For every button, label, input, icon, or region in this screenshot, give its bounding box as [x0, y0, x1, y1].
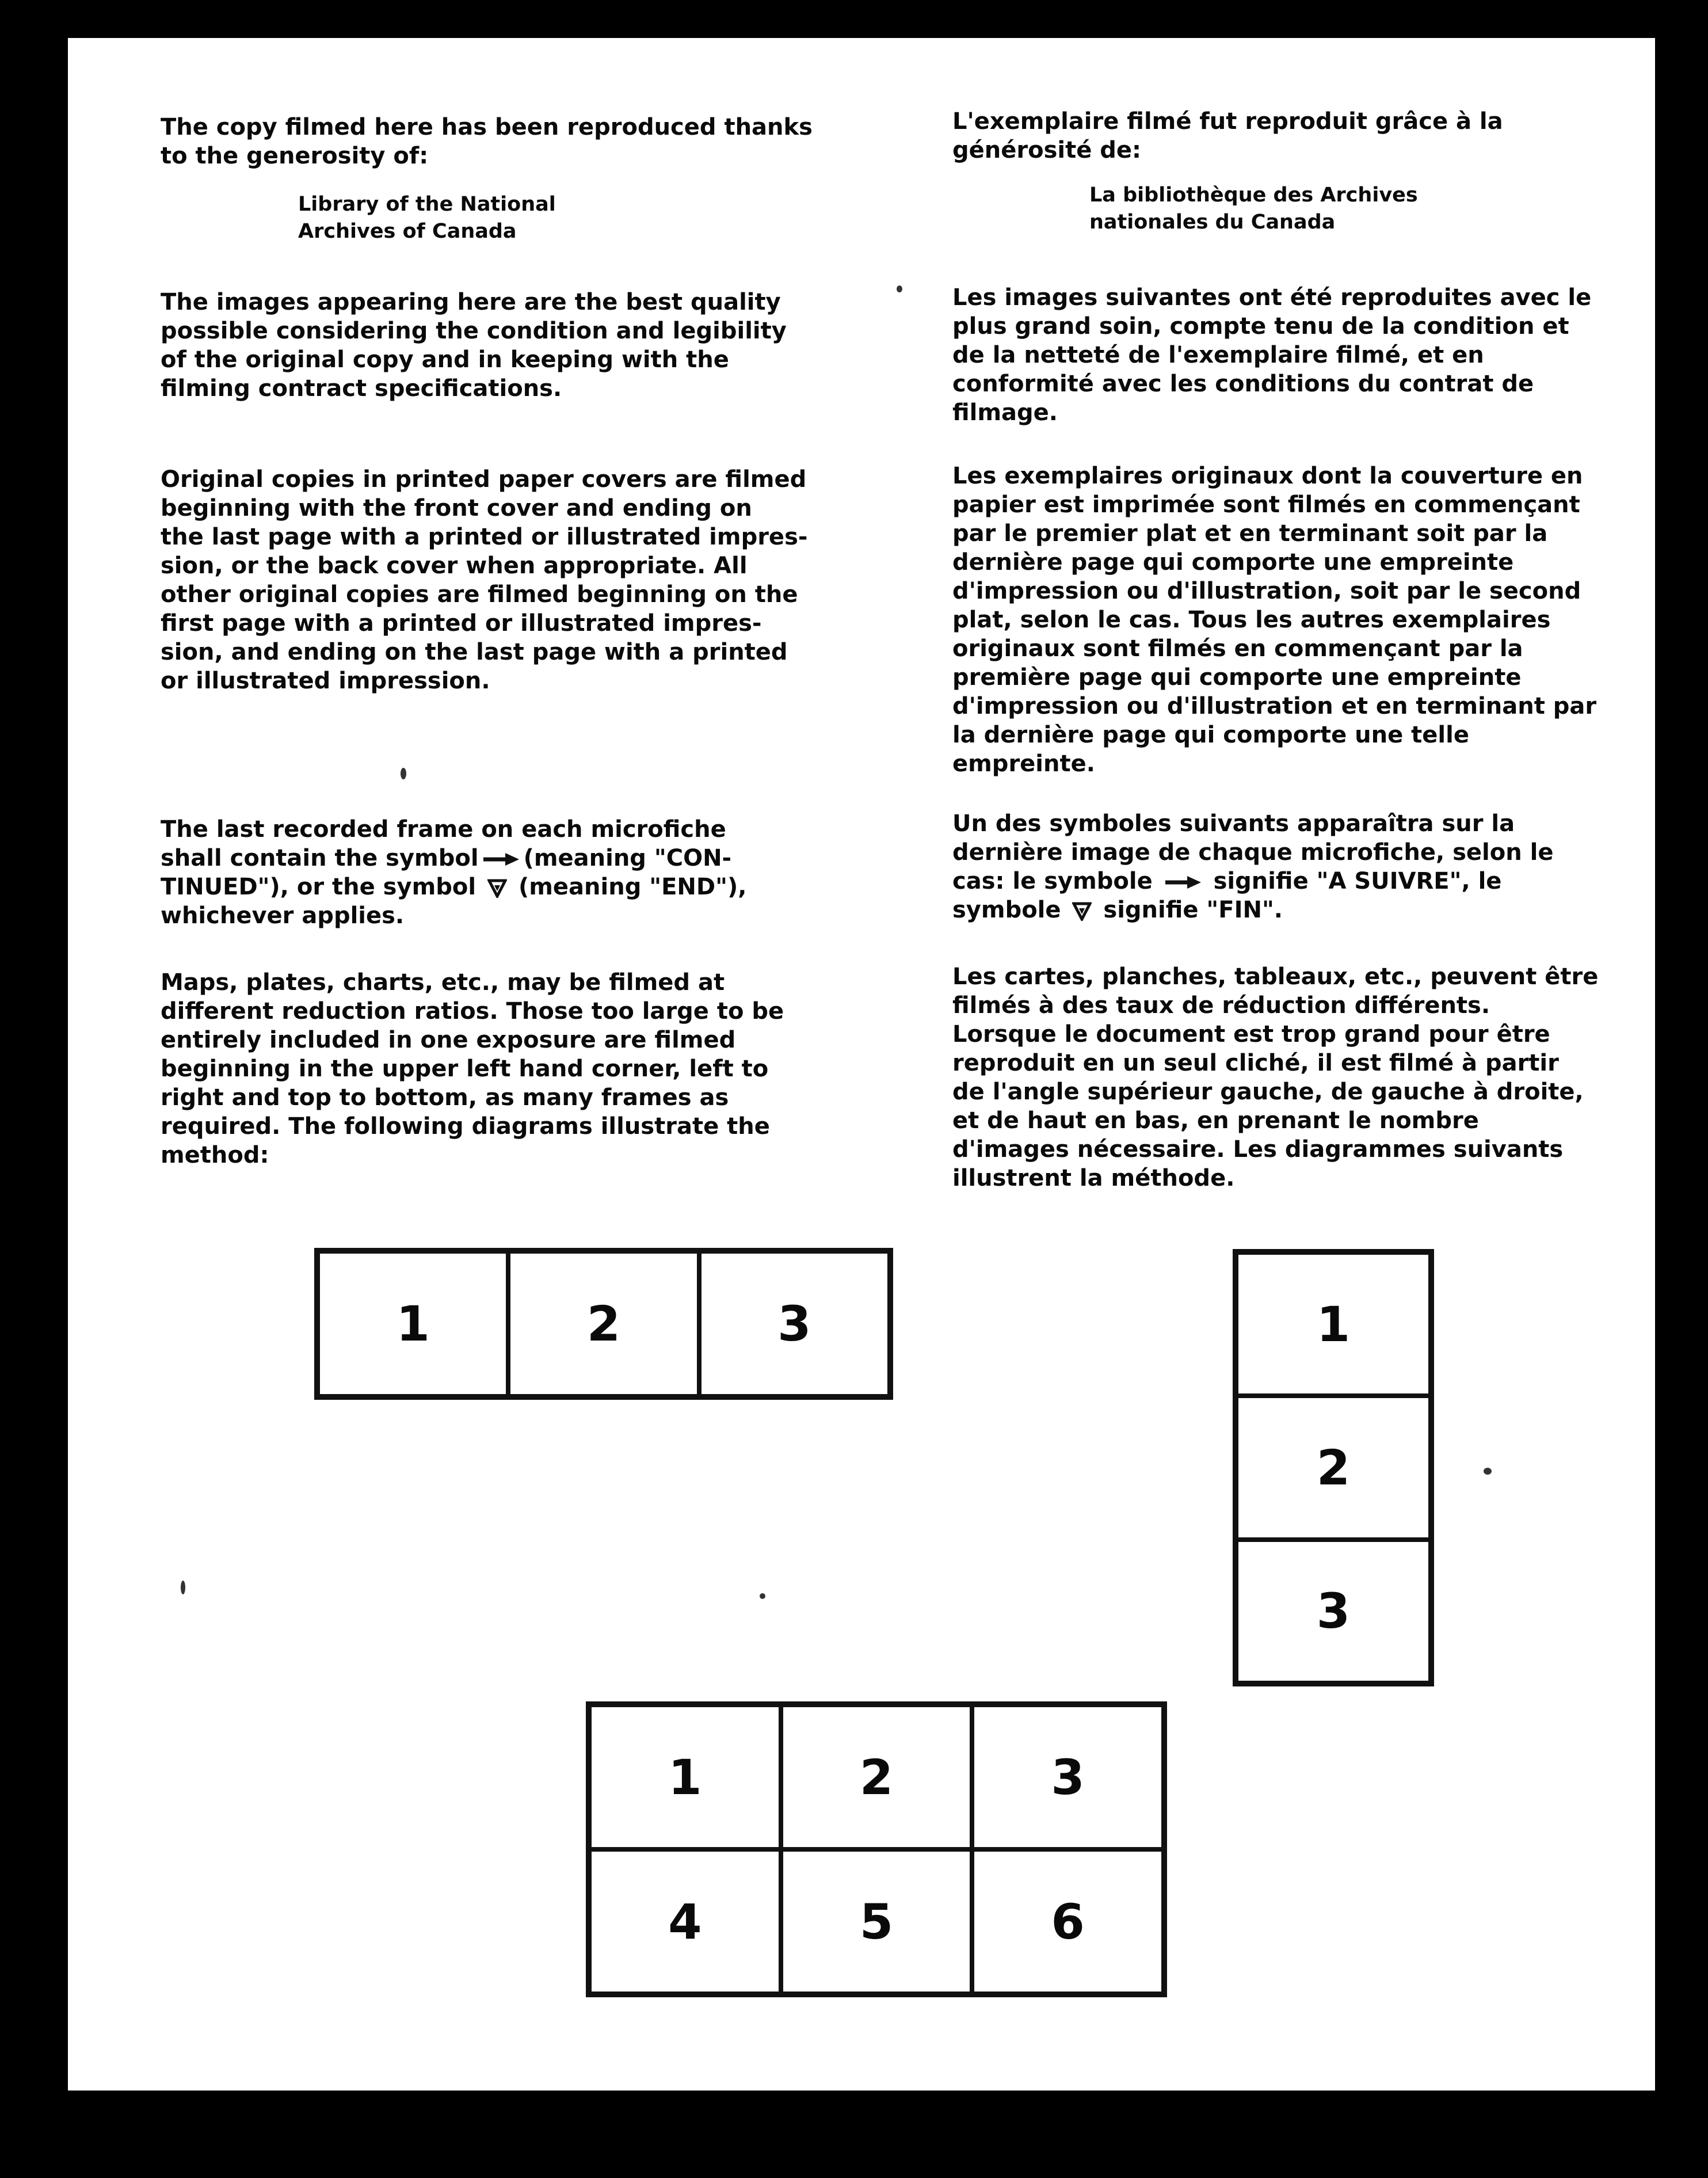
english-symbols-part-c: (meaning "END"), whichever applies.: [161, 874, 747, 929]
english-quality-text: The images appearing here are the best quality possible considering the condition and legibility of the original copy and in keeping with the filming contract specifications.: [161, 289, 787, 402]
english-originals-paragraph: [161, 465, 886, 695]
scan-speck: [401, 768, 406, 779]
french-symbols-paragraph: [952, 809, 1620, 924]
frame-cell: 1: [1236, 1252, 1431, 1396]
english-maps-text: Maps, plates, charts, etc., may be filmed at different reduction ratios. Those too large to be entirely included in one exposure are filmed beginning in the upper left hand corner, left to right and top to bottom, as many frames as required. The following diagrams illustrate the method:: [161, 969, 784, 1168]
french-symbols-part-a: Un des symboles suivants apparaîtra sur la dernière image de chaque microfiche, selon le cas: le symbole: [952, 810, 1554, 894]
french-quality-paragraph: [952, 283, 1620, 427]
english-symbols-part-b: (meaning "CON- TINUED"), or the symbol: [161, 845, 732, 900]
frame-cell: 3: [972, 1705, 1164, 1849]
french-quality-text: Les images suivantes ont été reproduites avec le plus grand soin, compte tenu de la condition et de la netteté de l'exemplaire filmé, et en conformité avec les conditions du contrat de filmage.: [952, 284, 1592, 426]
frame-cell: 1: [318, 1251, 508, 1396]
vertical-frames-diagram: [1233, 1249, 1434, 1686]
french-attribution-text: La bibliothèque des Archives nationales du Canada: [1089, 184, 1418, 234]
frame-cell: 4: [589, 1849, 781, 1994]
english-intro-text: The copy filmed here has been reproduced thanks to the generosity of:: [161, 114, 813, 169]
french-symbols-part-c: signifie "FIN".: [1103, 897, 1283, 923]
triangle-down-icon: [1072, 901, 1092, 921]
microfiche-target-page: [68, 38, 1655, 2091]
french-originals-paragraph: [952, 462, 1620, 778]
english-intro: [161, 113, 886, 170]
english-symbols-text: [161, 815, 886, 930]
frame-cell: 2: [1236, 1396, 1431, 1539]
french-originals-text: Les exemplaires originaux dont la couverture en papier est imprimée sont filmés en commençant par le premier plat et en terminant soit par la dernière page qui comporte une empreinte d'impression ou d'illustration, soit par le second plat, selon le cas. Tous les autres exemplaires originaux sont filmés en commençant par la première page qui comporte une empreinte d'impression ou d'illustration et en terminant par la dernière page qui comporte une telle empreinte.: [952, 463, 1597, 777]
scan-speck: [897, 285, 902, 292]
scan-speck: [760, 1593, 765, 1599]
scan-speck: [1484, 1468, 1492, 1475]
frame-cell: 2: [508, 1251, 699, 1396]
english-symbols-paragraph: [161, 815, 886, 930]
french-maps-paragraph: [952, 962, 1620, 1193]
arrow-right-icon: [482, 852, 520, 867]
frame-cell: 5: [781, 1849, 973, 1994]
english-symbols-part-a: The last recorded frame on each microfiche shall contain the symbol: [161, 816, 726, 871]
scan-speck: [181, 1581, 185, 1594]
horizontal-frames-diagram: [314, 1248, 893, 1400]
french-maps-text: Les cartes, planches, tableaux, etc., peuvent être filmés à des taux de réduction différents. Lorsque le document est trop grand pour être reproduit en un seul cliché, il est filmé à partir de l'angle supérieur gauche, de gauche à droite, et de haut en bas, en prenant le nombre d'images nécessaire. Les diagrammes suivants illustrent la méthode.: [952, 964, 1599, 1191]
french-intro-text: L'exemplaire filmé fut reproduit grâce à la générosité de:: [952, 108, 1503, 163]
english-maps-paragraph: [161, 968, 886, 1170]
french-intro: [952, 107, 1620, 165]
grid-frames-diagram: [586, 1701, 1167, 1997]
frame-cell: 3: [699, 1251, 890, 1396]
arrow-right-icon: [1164, 875, 1202, 890]
english-attribution: [298, 191, 643, 245]
english-originals-text: Original copies in printed paper covers are filmed beginning with the front cover and ending on the last page with a printed or illustrated impres- sion, or the back cover when appropriate. All other original copies are filmed beginning on the first page with a printed or illustrated impres- sion, and ending on the last page with a printed or illustrated impression.: [161, 466, 808, 694]
frame-cell: 1: [589, 1705, 781, 1849]
english-attribution-text: Library of the National Archives of Canada: [298, 193, 556, 243]
triangle-down-icon: [487, 878, 507, 898]
english-quality-paragraph: [161, 288, 886, 403]
frame-cell: 6: [972, 1849, 1164, 1994]
french-symbols-text: [952, 809, 1620, 924]
french-attribution: [1089, 182, 1492, 236]
frame-cell: 2: [781, 1705, 973, 1849]
french-symbols-part-b: signifie "A SUIVRE", le symbole: [952, 868, 1502, 923]
frame-cell: 3: [1236, 1540, 1431, 1683]
